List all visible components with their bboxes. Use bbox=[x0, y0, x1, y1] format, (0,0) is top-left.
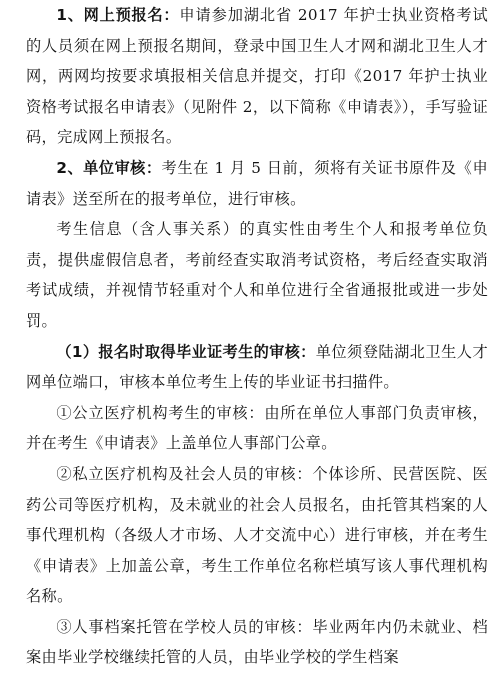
paragraph-text: ③人事档案托管在学校人员的审核：毕业两年内仍未就业、档案由毕业学校继续托管的人员，由毕业学校的学生档案 bbox=[26, 617, 488, 667]
paragraph-unit-review bbox=[26, 153, 488, 214]
paragraph-public-institution-review bbox=[26, 398, 488, 459]
paragraph-text: 申请参加湖北省 2017 年护士执业资格考试的人员须在网上预报名期间，登录中国卫生人才网和湖北卫生人才网，两网均按要求填报相关信息并提交，打印《2017 年护士执业资格考试报名申请表》（见附件 2，以下简称《申请表》），手写验证码，完成网上预报名。 bbox=[26, 6, 488, 147]
paragraph-text: 单位须登陆湖北卫生人才网单位端口，审核本单位考生上传的毕业证书扫描件。 bbox=[26, 342, 488, 392]
paragraph-graduate-review bbox=[26, 337, 488, 398]
paragraph-private-institution-review bbox=[26, 459, 488, 612]
section-label-unit-review: 2、单位审核： bbox=[56, 158, 162, 177]
section-label-online-preregistration: 1、网上预报名： bbox=[56, 6, 180, 24]
section-label-graduate-review: （1）报名时取得毕业证考生的审核： bbox=[56, 342, 316, 361]
paragraph-text: 考生信息（含人事关系）的真实性由考生个人和报考单位负责，提供虚假信息者，考前经查实取消考试资格，考后经查实取消考试成绩，并视情节轻重对个人和单位进行全省通报批或进一步处罚。 bbox=[26, 220, 488, 330]
paragraph-info-authenticity bbox=[26, 214, 488, 336]
paragraph-text: ②私立医疗机构及社会人员的审核：个体诊所、民营医院、医药公司等医疗机构，及未就业的社会人员报名，由托管其档案的人事代理机构（各级人才市场、人才交流中心）进行审核，并在考生《申请表》上加盖公章，考生工作单位名称栏填写该人事代理机构名称。 bbox=[26, 464, 488, 606]
paragraph-text: ①公立医疗机构考生的审核：由所在单位人事部门负责审核，并在考生《申请表》上盖单位人事部门公章。 bbox=[26, 403, 488, 453]
paragraph-school-archive-review bbox=[26, 612, 488, 673]
paragraph-online-preregistration bbox=[26, 0, 488, 153]
paragraph-text: 考生在 1 月 5 日前，须将有关证书原件及《申请表》送至所在的报考单位，进行审核。 bbox=[26, 158, 488, 208]
document-page bbox=[26, 0, 488, 673]
